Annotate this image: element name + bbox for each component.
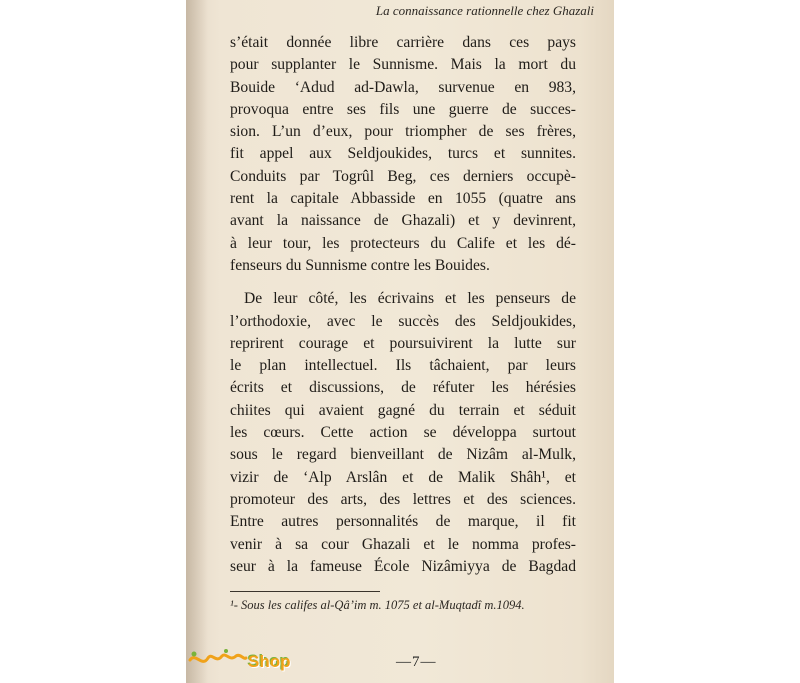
page-number: —7— xyxy=(396,654,437,670)
text-line: pour supplanter le Sunnisme. Mais la mort du xyxy=(230,56,576,74)
paragraph-1 xyxy=(230,32,576,277)
text-line: De leur côté, les écrivains et les penseurs de xyxy=(244,290,576,308)
text-line: sous le regard bienveillant de Nizâm al-Mulk, xyxy=(230,446,576,464)
shop-watermark-text: Shop xyxy=(248,652,291,671)
text-line: Bouide ‘Adud ad-Dawla, survenue en 983, xyxy=(230,78,576,96)
text-line: Entre autres personnalités de marque, il fit xyxy=(230,513,576,531)
text-line: les cœurs. Cette action se développa surtout xyxy=(230,424,576,442)
text-line: écrits et discussions, de réfuter les hérésies xyxy=(230,379,576,397)
text-line: fit appel aux Seldjoukides, turcs et sunnites. xyxy=(230,145,576,163)
text-line: vizir de ‘Alp Arslân et de Malik Shâh¹, et xyxy=(230,468,576,486)
text-line: fenseurs du Sunnisme contre les Bouides. xyxy=(230,256,490,274)
text-line: avant la naissance de Ghazali) et y devinrent, xyxy=(230,212,576,230)
text-line: le plan intellectuel. Ils tâchaient, par leurs xyxy=(230,357,576,375)
running-head: La connaissance rationnelle chez Ghazali xyxy=(375,3,594,18)
text-line: à leur tour, les protecteurs du Calife et les dé- xyxy=(230,234,576,252)
text-line: reprirent courage et poursuivirent la lutte sur xyxy=(230,334,576,352)
text-line: rent la capitale Abbasside en 1055 (quatre ans xyxy=(230,190,576,208)
text-line: Conduits par Togrûl Beg, ces derniers occupè- xyxy=(230,167,576,185)
book-page xyxy=(186,0,614,683)
text-line: seur à la fameuse École Nizâmiyya de Bagdad xyxy=(230,557,576,575)
text-line: s’était donnée libre carrière dans ces pays xyxy=(230,34,576,51)
text-line: sion. L’un d’eux, pour triompher de ses frères, xyxy=(230,123,576,141)
footnote-rule xyxy=(230,591,380,592)
text-line: l’orthodoxie, avec le succès des Seldjoukides, xyxy=(230,312,576,330)
text-line: promoteur des arts, des lettres et des sciences. xyxy=(230,490,576,508)
text-line: provoqua entre ses fils une guerre de succes- xyxy=(230,100,576,118)
footnote: ¹- Sous les califes al-Qâ’im m. 1075 et al-Muqtadî m.1094. xyxy=(230,598,525,612)
text-line: venir à sa cour Ghazali et le nomma profes- xyxy=(230,535,576,553)
text-line: chiites qui avaient gagné du terrain et séduit xyxy=(230,401,576,419)
body-text xyxy=(230,32,576,578)
paragraph-2 xyxy=(230,288,576,578)
